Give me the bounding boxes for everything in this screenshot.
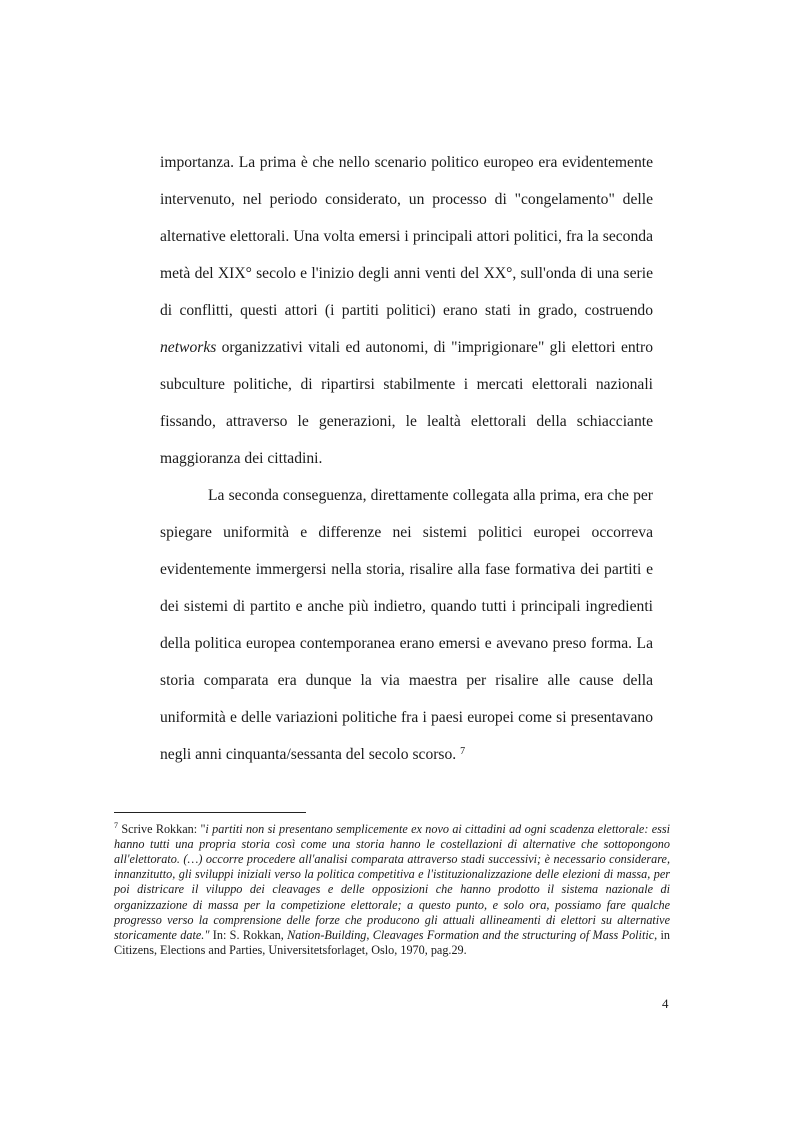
- page-number: 4: [662, 996, 669, 1011]
- footnote-separator: [114, 812, 306, 813]
- paragraph-1-italic: networks: [160, 339, 217, 356]
- paragraph-1: [160, 144, 653, 477]
- footnote-source-suffix: , in Citizens, Elections and Parties, Universitetsforlaget, Oslo, 1970, pag.29.: [114, 927, 670, 957]
- footnote-title: Nation-Building, Cleavages Formation and the structuring of Mass Politic: [287, 927, 655, 942]
- paragraph-2: [160, 477, 653, 773]
- paragraph-1-text: importanza. La prima è che nello scenario politico europeo era evidentemente intervenuto, nel periodo considerato, un processo di "congelamento" delle alternative elettorali. Una volta emersi i principali attori politici, fra la seconda metà del XIX° secolo e l'inizio degli anni venti del XX°, sull'onda di una serie di conflitti, questi attori (i partiti politici) erano stati in grado, costruendo: [160, 154, 653, 319]
- paragraph-2-text: La seconda conseguenza, direttamente collegata alla prima, era che per spiegare uniformità e differenze nei sistemi politici europei occorreva evidentemente immergersi nella storia, risalire alla fase formativa dei partiti e dei sistemi di partito e anche più indietro, quando tutti i principali ingredienti della politica europea contemporanea erano emersi e avevano preso forma. La storia comparata era dunque la via maestra per risalire alle cause della uniformità e delle variazioni politiche fra i paesi europei come si presentavano negli anni cinquanta/sessanta del secolo scorso.: [160, 487, 653, 763]
- footnote: [114, 818, 670, 958]
- paragraph-1-text-end: organizzativi vitali ed autonomi, di "imprigionare" gli elettori entro subculture politiche, di ripartirsi stabilmente i mercati elettorali nazionali fissando, attraverso le generazioni, le lealtà elettorali della schiacciante maggioranza dei cittadini.: [160, 339, 653, 467]
- footnote-number: 7: [114, 821, 118, 830]
- body-text: [160, 144, 653, 773]
- footnote-source-prefix: In: S. Rokkan,: [209, 927, 288, 942]
- footnote-intro: Scrive Rokkan: ": [121, 822, 206, 837]
- footnote-reference[interactable]: 7: [460, 746, 466, 757]
- footnote-quote: i partiti non si presentano semplicemente ex novo ai cittadini ad ogni scadenza elettorale: essi hanno tutti una propria storia così come una storia hanno le costellazioni di alternative che sottopongono all'elettorato. (…) occorre procedere all'analisi comparata attraverso stadi successivi; è necessario considerare, innanzitutto, gli sviluppi iniziali verso la politica competitiva e l'istituzionalizzazione delle elezioni di massa, per poi districare il viluppo dei cleavages e delle opposizioni che hanno prodotto il sistema nazionale di organizzazione di massa per la competizione elettorale; a questo punto, e solo ora, possiamo fare qualche progresso verso la comprensione delle forze che producono gli attuali allineamenti di elettori su alternative storicamente date.": [114, 822, 670, 942]
